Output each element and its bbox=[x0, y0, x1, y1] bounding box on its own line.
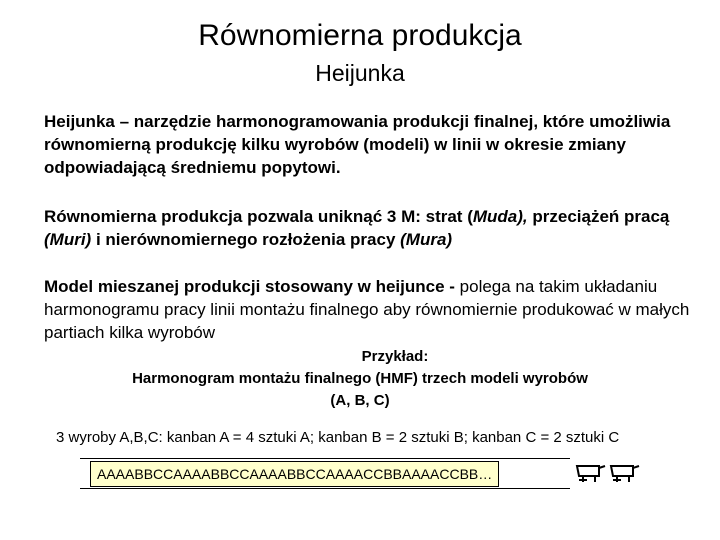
cart-icon bbox=[611, 466, 639, 482]
sequence-top-rail bbox=[80, 458, 570, 459]
slide-title: Równomierna produkcja bbox=[198, 19, 522, 52]
mixed-model-description: polega na takim układaniu harmonogramu pracy linii montażu finalnego aby równomiernie produkować w małych partiach kilka wyrobów bbox=[44, 277, 690, 342]
example-label: Przykład: bbox=[361, 348, 429, 365]
cart-icon bbox=[577, 466, 605, 482]
mixed-model-paragraph bbox=[44, 275, 704, 344]
heijunka-definition: Heijunka – narzędzie harmonogramowania produkcji finalnej, które umożliwia równomierną produkcję kilku wyrobów (modeli) w linii w okresie zmiany odpowiadającą średniemu popytowi. bbox=[44, 112, 671, 177]
sequence-box: AAAABBCCAAAABBCCAAAABBCCAAAACCBBAAAACCBB… bbox=[90, 461, 499, 487]
example-block bbox=[0, 346, 720, 412]
slide-subtitle: Heijunka bbox=[315, 60, 405, 86]
mura-term: (Mura) bbox=[400, 230, 453, 249]
three-m-text-c: i nierównomiernego rozłożenia pracy bbox=[91, 230, 401, 249]
carts-icon-group bbox=[575, 462, 645, 488]
kanban-note: 3 wyroby A,B,C: kanban A = 4 sztuki A; kanban B = 2 sztuki B; kanban C = 2 sztuki C bbox=[56, 429, 620, 446]
example-title: Harmonogram montażu finalnego (HMF) trzech modeli wyrobów bbox=[132, 370, 588, 387]
sequence-bottom-rail bbox=[80, 488, 570, 489]
muda-term: Muda), bbox=[472, 207, 528, 226]
three-m-text-b: przeciążeń pracą bbox=[527, 207, 670, 226]
example-models: (A, B, C) bbox=[330, 392, 390, 409]
mixed-model-bold: Model mieszanej produkcji stosowany w heijunce - bbox=[44, 277, 460, 296]
three-m-paragraph bbox=[44, 205, 704, 251]
three-m-text-a: Równomierna produkcja pozwala uniknąć 3 M: strat ( bbox=[44, 207, 473, 226]
muri-term: (Muri) bbox=[44, 230, 92, 249]
